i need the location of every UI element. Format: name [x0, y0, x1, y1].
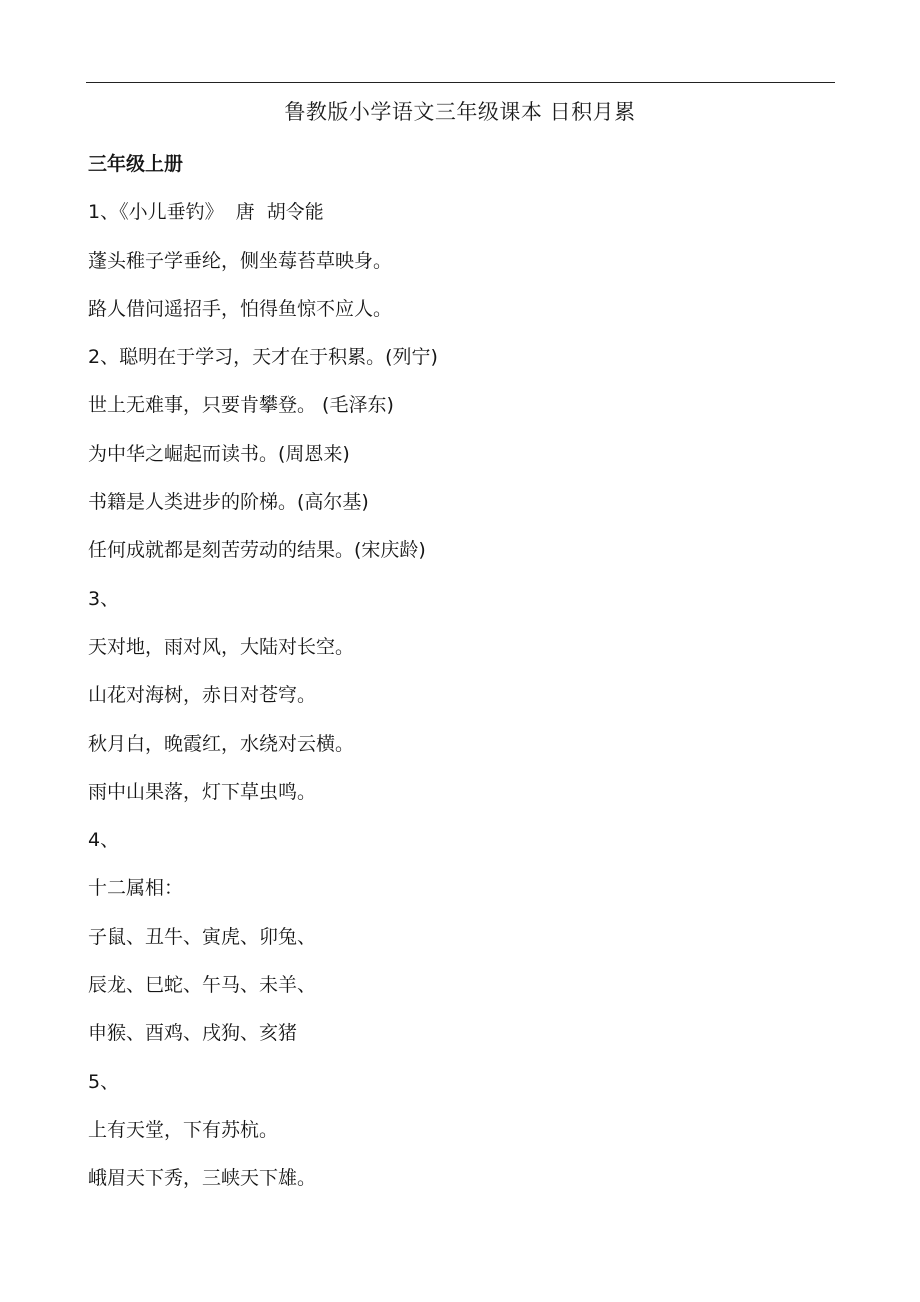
- text-line: 3、: [88, 587, 120, 610]
- text-line: 路人借问遥招手，怕得鱼惊不应人。: [88, 297, 393, 320]
- document-body: [88, 140, 848, 1203]
- text-line: 十二属相：: [88, 877, 184, 900]
- section-heading: 三年级上册: [88, 153, 184, 175]
- text-line: 上有天堂，下有苏杭。: [88, 1118, 279, 1141]
- text-line: 为中华之崛起而读书。(周恩来): [88, 442, 350, 465]
- text-line: 1、《小儿垂钓》 唐 胡令能: [88, 201, 324, 224]
- text-line: 任何成就都是刻苦劳动的结果。(宋庆龄): [88, 539, 426, 562]
- text-line: 山花对海树，赤日对苍穹。: [88, 684, 317, 707]
- text-line: 天对地，雨对风，大陆对长空。: [88, 635, 355, 658]
- text-line: 2、聪明在于学习，天才在于积累。(列宁): [88, 346, 438, 369]
- document-title: 鲁教版小学语文三年级课本 日积月累: [284, 100, 636, 124]
- text-line: 秋月白，晚霞红，水绕对云横。: [88, 732, 355, 755]
- text-line: 5、: [88, 1070, 120, 1093]
- text-line: 峨眉天下秀，三峡天下雄。: [88, 1167, 317, 1190]
- text-line: 辰龙、巳蛇、午马、未羊、: [88, 974, 317, 997]
- text-line: 申猴、酉鸡、戌狗、亥猪: [88, 1022, 298, 1045]
- text-line: 4、: [88, 829, 120, 852]
- text-line: 雨中山果落，灯下草虫鸣。: [88, 780, 317, 803]
- text-line: 世上无难事，只要肯攀登。 (毛泽东): [88, 394, 394, 417]
- text-line: 蓬头稚子学垂纶，侧坐莓苔草映身。: [88, 249, 393, 272]
- text-line: 书籍是人类进步的阶梯。(高尔基): [88, 491, 369, 514]
- text-line: 子鼠、丑牛、寅虎、卯兔、: [88, 925, 317, 948]
- header-rule: [86, 82, 835, 83]
